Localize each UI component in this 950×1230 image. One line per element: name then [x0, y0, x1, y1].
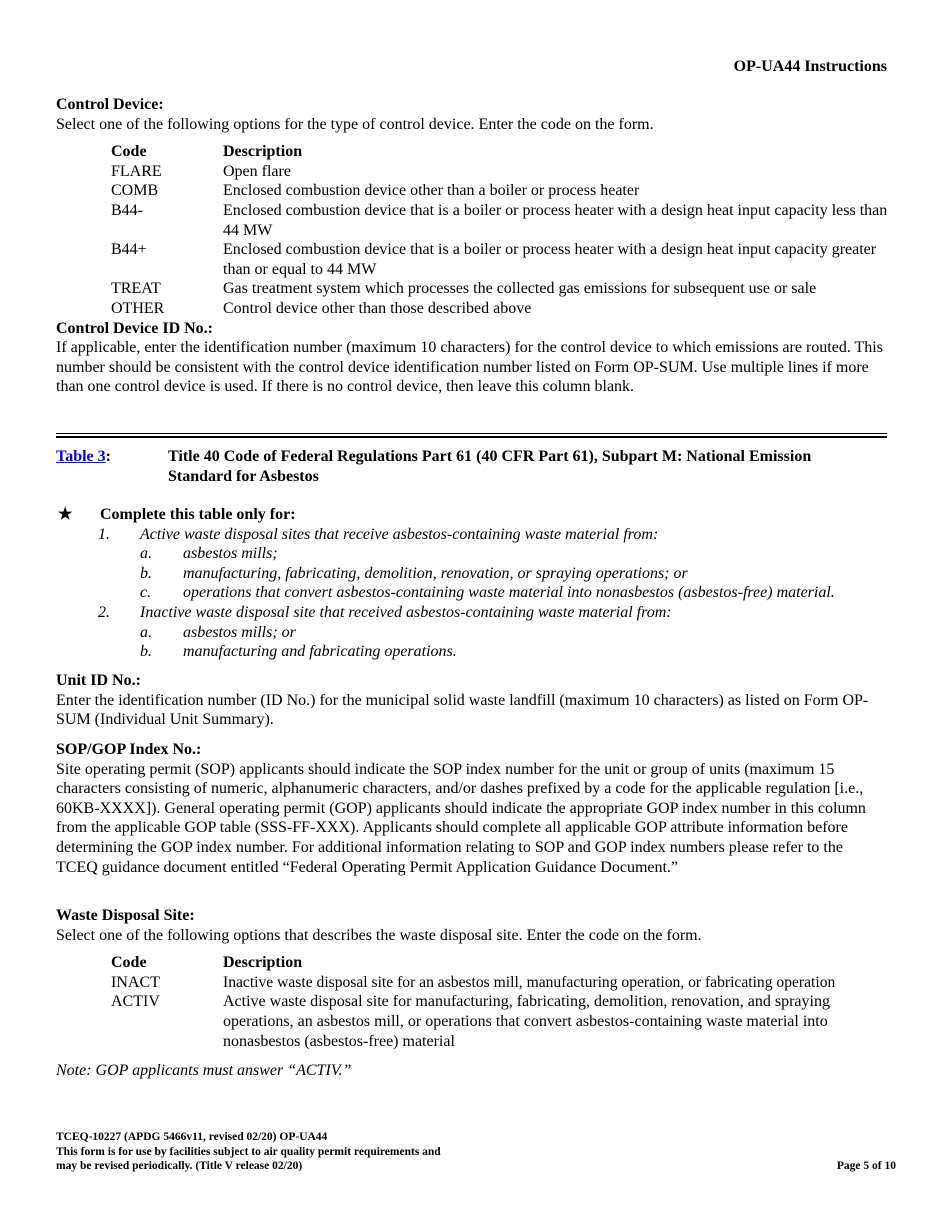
list-item	[98, 525, 892, 545]
description-cell: Enclosed combustion device other than a boiler or process heater	[223, 182, 640, 200]
control-device-section	[56, 95, 892, 397]
gop-note: Note: GOP applicants must answer “ACTIV.”	[56, 1062, 352, 1080]
unit-id-heading: Unit ID No.:	[56, 672, 141, 689]
list-subitem-letter: a.	[140, 545, 152, 563]
code-cell: TREAT	[111, 280, 161, 298]
list-subitem-text: manufacturing and fabricating operations.	[183, 643, 457, 661]
description-cell: Enclosed combustion device that is a boiler or process heater with a design heat input capacity greater than or equal to 44 MW	[223, 241, 877, 278]
code-column-header: Code	[111, 143, 147, 161]
star-icon: ★	[58, 506, 73, 523]
footer-form-id: TCEQ-10227 (APDG 5466v11, revised 02/20) OP-UA44	[56, 1131, 328, 1143]
code-cell: FLARE	[111, 162, 162, 180]
control-device-intro: Select one of the following options for the type of control device. Enter the code on the form.	[56, 115, 654, 133]
table-header-row	[111, 142, 892, 162]
list-subitem-letter: c.	[140, 584, 152, 602]
list-subitem	[140, 544, 892, 564]
table-row	[111, 973, 896, 993]
page-header-title: OP-UA44 Instructions	[733, 58, 887, 75]
table3-link[interactable]: Table 3	[56, 448, 106, 465]
description-cell: Inactive waste disposal site for an asbestos mill, manufacturing operation, or fabricating operation	[223, 973, 836, 991]
control-device-heading: Control Device:	[56, 96, 164, 113]
code-cell: INACT	[111, 973, 160, 991]
code-column-header: Code	[111, 954, 147, 972]
table3-label	[56, 447, 168, 486]
list-subitem	[140, 642, 892, 662]
code-cell: ACTIV	[111, 993, 160, 1011]
list-item-number: 2.	[98, 603, 110, 621]
table-row	[111, 992, 896, 1051]
list-subitem-text: asbestos mills;	[183, 545, 278, 563]
list-item	[98, 603, 892, 623]
table-row	[111, 181, 892, 201]
list-subitem-text: asbestos mills; or	[183, 623, 296, 641]
list-item-text: Active waste disposal sites that receive asbestos-containing waste material from:	[140, 525, 659, 543]
page-footer	[56, 1130, 896, 1174]
sop-gop-heading: SOP/GOP Index No.:	[56, 741, 202, 758]
section-divider	[56, 433, 887, 438]
footer-usage-line: This form is for use by facilities subject to air quality permit requirements and	[56, 1145, 441, 1158]
code-cell: OTHER	[111, 299, 165, 317]
description-cell: Open flare	[223, 162, 291, 180]
list-subitem-text: manufacturing, fabricating, demolition, renovation, or spraying operations; or	[183, 564, 688, 582]
list-subitem-letter: a.	[140, 623, 152, 641]
waste-site-section	[56, 906, 894, 1081]
table-row	[111, 299, 892, 319]
description-cell: Active waste disposal site for manufacturing, fabricating, demolition, renovation, and spraying operations, an asbestos mill, or operations that convert asbestos-containing waste material into nonasbestos (asbestos-free) material	[223, 993, 830, 1050]
list-subitem	[140, 623, 892, 643]
waste-site-intro: Select one of the following options that describes the waste disposal site. Enter the code on the form.	[56, 926, 702, 944]
table-row	[111, 240, 892, 279]
description-cell: Enclosed combustion device that is a boiler or process heater with a design heat input capacity less than 44 MW	[223, 201, 888, 239]
control-device-id-heading: Control Device ID No.:	[56, 319, 214, 337]
footer-release-line: may be revised periodically. (Title V release 02/20)	[56, 1160, 303, 1172]
waste-site-table	[111, 953, 896, 1051]
code-cell: B44-	[111, 201, 143, 219]
code-cell: B44+	[111, 241, 147, 259]
code-cell: COMB	[111, 182, 159, 200]
description-cell: Gas treatment system which processes the collected gas emissions for subsequent use or sale	[223, 280, 817, 298]
description-column-header: Description	[223, 143, 303, 161]
list-item-number: 1.	[98, 525, 110, 543]
description-column-header: Description	[223, 954, 303, 972]
page-number: Page 5 of 10	[836, 1160, 896, 1172]
applicability-heading: Complete this table only for:	[100, 506, 296, 523]
table-header-row	[111, 953, 896, 973]
waste-site-heading: Waste Disposal Site:	[56, 907, 195, 924]
list-subitem	[140, 564, 892, 584]
table-row	[111, 279, 892, 299]
list-subitem-text: operations that convert asbestos-containing waste material into nonasbestos (asbestos-free) material.	[183, 584, 835, 602]
control-device-id-body: If applicable, enter the identification number (maximum 10 characters) for the control device to which emissions are routed. This number should be consistent with the control device identification number listed on Form OP-SUM. Use multiple lines if more than one control device is used. If there is no control device, then leave this column blank.	[56, 339, 883, 396]
table3-title: Title 40 Code of Federal Regulations Part 61 (40 CFR Part 61), Subpart M: National Emission Standard for Asbestos	[168, 448, 812, 485]
table3-colon: :	[105, 448, 111, 465]
unit-id-section	[56, 671, 894, 730]
table3-title-row	[56, 447, 892, 486]
sop-gop-section	[56, 740, 874, 877]
table-row	[111, 162, 892, 182]
control-device-table	[111, 142, 892, 318]
applicability-section	[56, 505, 892, 662]
sop-gop-body: Site operating permit (SOP) applicants should indicate the SOP index number for the unit or group of units (maximum 15 characters consisting of numeric, alphanumeric characters, and/or dashes prefixed by a code for the applicable regulation [i.e., 60KB-XXXX]). General operating permit (GOP) applicants should indicate the appropriate GOP index number in this column from the applicable GOP table (SSS-FF-XXX). Applicants should complete all applicable GOP attribute information before determining the GOP index number. For additional information relating to SOP and GOP index numbers please refer to the TCEQ guidance document entitled “Federal Operating Permit Application Guidance Document.”	[56, 760, 866, 876]
list-subitem-letter: b.	[140, 643, 152, 661]
list-item-text: Inactive waste disposal site that received asbestos-containing waste material from:	[140, 603, 672, 621]
table-row	[111, 201, 892, 240]
list-subitem-letter: b.	[140, 564, 152, 582]
list-subitem	[140, 583, 892, 603]
applicability-heading-row	[56, 505, 892, 525]
divider-line-thick	[56, 436, 887, 438]
unit-id-body: Enter the identification number (ID No.) for the municipal solid waste landfill (maximum 10 characters) as listed on Form OP-SUM (Individual Unit Summary).	[56, 691, 869, 729]
description-cell: Control device other than those described above	[223, 299, 532, 317]
